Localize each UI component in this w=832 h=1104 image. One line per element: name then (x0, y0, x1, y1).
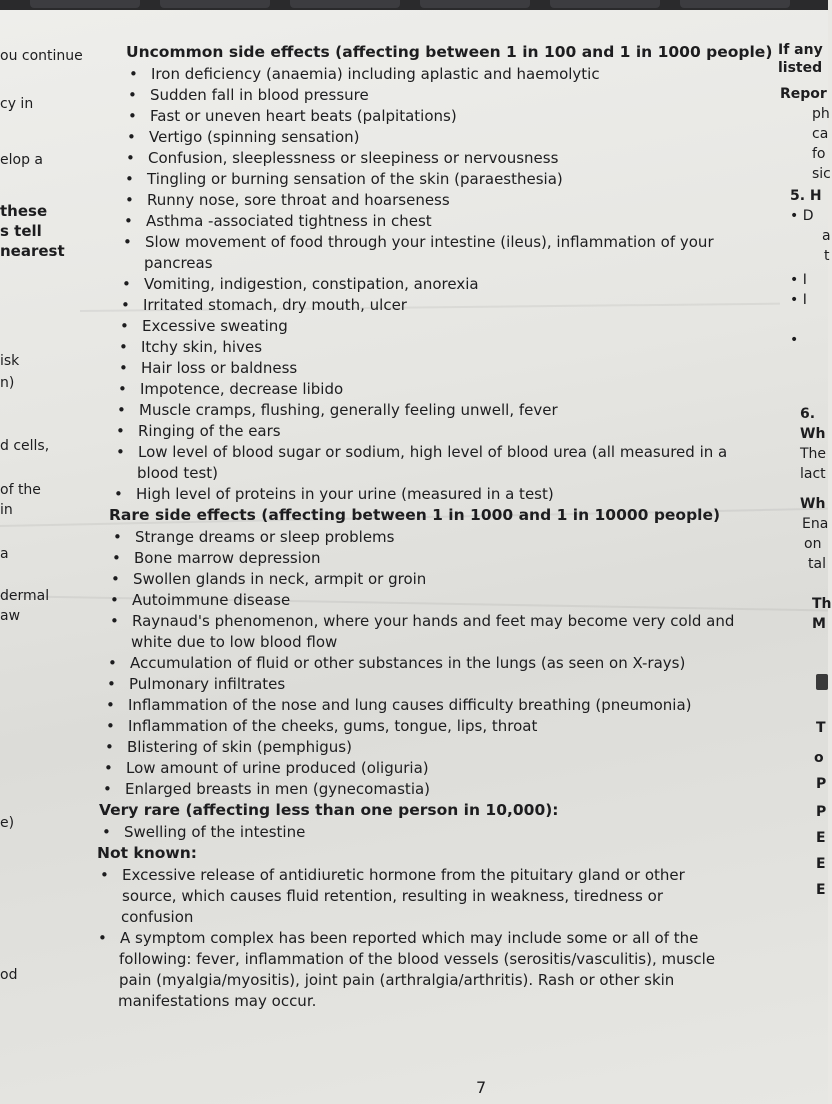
bullet-icon: • (129, 65, 138, 83)
right-fragment: P (816, 804, 827, 820)
rare-heading: Rare side effects (affecting between 1 in 1000 and 1 in 10000 people) (109, 506, 721, 524)
list-item-text: Impotence, decrease libido (140, 380, 344, 398)
right-fragment: Th (812, 596, 832, 612)
right-fragment: Wh (800, 496, 826, 512)
right-fragment: 5. H (790, 188, 822, 204)
list-item (103, 779, 431, 799)
right-fragment: • D (790, 208, 814, 224)
bullet-icon: • (106, 717, 115, 735)
bullet-icon: • (118, 380, 127, 398)
bullet-icon: • (105, 738, 114, 756)
left-fragment: isk (0, 353, 20, 369)
bullet-icon: • (108, 654, 117, 672)
list-item-text: Asthma -associated tightness in chest (146, 212, 432, 230)
uncommon-heading: Uncommon side effects (affecting between 1 in 100 and 1 in 1000 people) (126, 43, 773, 61)
bullet-icon: • (123, 233, 132, 251)
bullet-icon: • (110, 591, 119, 609)
left-fragment: elop a (0, 152, 43, 168)
list-item-text: Itchy skin, hives (141, 338, 263, 356)
bullet-icon: • (117, 401, 126, 419)
list-item (125, 169, 563, 189)
list-item-text: Swollen glands in neck, armpit or groin (133, 570, 427, 588)
list-item (110, 590, 291, 610)
list-item (108, 653, 686, 673)
list-item (105, 737, 352, 757)
list-item-text: Bone marrow depression (134, 549, 321, 567)
list-item-text: Excessive sweating (142, 317, 288, 335)
list-item (128, 106, 457, 126)
right-fragment: ca (812, 126, 829, 142)
list-item-continuation: white due to low blood flow (131, 633, 338, 651)
right-fragment: The (800, 446, 827, 462)
list-item-continuation: manifestations may occur. (118, 992, 317, 1010)
bullet-icon: • (128, 86, 137, 104)
not-known-heading: Not known: (97, 844, 197, 862)
list-item-continuation: blood test) (137, 464, 218, 482)
left-fragment: a (0, 546, 9, 562)
list-item (120, 316, 288, 336)
bullet-icon: • (107, 675, 116, 693)
right-fragment: fo (812, 146, 826, 162)
list-item (126, 148, 559, 168)
left-fragment: these (0, 202, 48, 220)
list-item (100, 865, 685, 885)
bullet-icon: • (124, 212, 133, 230)
right-fragment: o (814, 750, 824, 766)
list-item-text: Ringing of the ears (138, 422, 281, 440)
bullet-icon: • (125, 191, 134, 209)
bullet-icon: • (100, 866, 109, 884)
bullet-icon: • (126, 149, 135, 167)
list-item (122, 274, 479, 294)
right-fragment: sic (812, 166, 831, 182)
list-item-text: Inflammation of the nose and lung causes difficulty breathing (pneumonia) (128, 696, 692, 714)
left-fragment: nearest (0, 242, 65, 260)
list-item (124, 211, 432, 231)
list-item-text: Fast or uneven heart beats (palpitations) (150, 107, 457, 125)
list-item (123, 232, 714, 252)
left-fragment: cy in (0, 96, 34, 112)
right-column-fragments (778, 10, 832, 1104)
right-fragment: Repor (780, 86, 827, 102)
list-item-text: Low level of blood sugar or sodium, high level of blood urea (all measured in a (138, 443, 728, 461)
right-fragment: t (824, 248, 830, 264)
list-item-text: Hair loss or baldness (141, 359, 298, 377)
right-fragment: E (816, 856, 826, 872)
right-fragment: a (822, 228, 831, 244)
left-fragment: aw (0, 608, 21, 624)
page-number: 7 (476, 1078, 487, 1097)
list-item-text: Autoimmune disease (132, 591, 291, 609)
list-item (107, 674, 286, 694)
bullet-icon: • (112, 549, 121, 567)
bullet-icon: • (110, 612, 119, 630)
left-fragment: dermal (0, 588, 50, 604)
list-item (104, 758, 429, 778)
right-fragment: listed (778, 60, 823, 76)
right-fragment: • I (790, 272, 807, 288)
right-fragment: P (816, 776, 827, 792)
bullet-icon: • (120, 317, 129, 335)
bullet-icon: • (111, 570, 120, 588)
list-item-text: Vomiting, indigestion, constipation, anorexia (144, 275, 479, 293)
list-item (112, 548, 321, 568)
list-item-text: A symptom complex has been reported which may include some or all of the (120, 929, 699, 947)
list-item-continuation: source, which causes fluid retention, resulting in weakness, tiredness or (122, 887, 663, 905)
bullet-icon: • (125, 170, 134, 188)
bullet-icon: • (98, 929, 107, 947)
key-shape (550, 0, 660, 8)
list-item (117, 400, 558, 420)
bullet-icon: • (116, 443, 125, 461)
list-item (110, 611, 735, 631)
list-item (116, 421, 281, 441)
list-item-text: Vertigo (spinning sensation) (149, 128, 360, 146)
key-shape (30, 0, 140, 8)
list-item (121, 295, 407, 315)
bullet-icon: • (103, 780, 112, 798)
list-item (113, 527, 395, 547)
right-fragment: tal (808, 556, 826, 572)
list-item-text: Sudden fall in blood pressure (150, 86, 369, 104)
list-item-text: Irritated stomach, dry mouth, ulcer (143, 296, 407, 314)
bullet-icon: • (122, 275, 131, 293)
key-shape (420, 0, 530, 8)
right-fragment: • I (790, 292, 807, 308)
bullet-icon: • (114, 485, 123, 503)
key-shape (290, 0, 400, 8)
right-fragment: E (816, 830, 826, 846)
left-fragment: e) (0, 815, 15, 831)
list-item-text: Accumulation of fluid or other substances in the lungs (as seen on X-rays) (130, 654, 686, 672)
list-item (114, 484, 554, 504)
right-fragment: E (816, 882, 826, 898)
list-item-continuation: pancreas (144, 254, 213, 272)
left-fragment: n) (0, 375, 15, 391)
list-item-text: Enlarged breasts in men (gynecomastia) (125, 780, 431, 798)
right-fragment: • (790, 332, 799, 348)
list-item-text: Blistering of skin (pemphigus) (127, 738, 352, 756)
very-rare-heading: Very rare (affecting less than one person in 10,000): (99, 801, 559, 819)
right-fragment: T (816, 720, 826, 736)
right-fragment: Wh (800, 426, 826, 442)
list-item-continuation: confusion (121, 908, 194, 926)
list-item-text: Confusion, sleeplessness or sleepiness or nervousness (148, 149, 559, 167)
left-fragment: d cells, (0, 438, 50, 454)
list-item-text: Slow movement of food through your intestine (ileus), inflammation of your (145, 233, 714, 251)
right-fragment: ph (812, 106, 830, 122)
list-item-text: Pulmonary infiltrates (129, 675, 286, 693)
side-effects-list (0, 10, 828, 1104)
leaflet-page (0, 10, 832, 1104)
list-item (102, 822, 306, 842)
bullet-icon: • (119, 359, 128, 377)
bullet-icon: • (102, 823, 111, 841)
bullet-icon: • (113, 528, 122, 546)
list-item-continuation: following: fever, inflammation of the blood vessels (serositis/vasculitis), muscle (119, 950, 716, 968)
list-item-text: High level of proteins in your urine (measured in a test) (136, 485, 554, 503)
list-item (119, 337, 263, 357)
bullet-icon: • (116, 422, 125, 440)
bullet-icon: • (119, 338, 128, 356)
list-item (116, 442, 728, 462)
list-item (111, 569, 427, 589)
bullet-icon: • (106, 696, 115, 714)
list-item (125, 190, 450, 210)
right-fragment: 6. (800, 406, 816, 422)
left-fragment: s tell (0, 222, 42, 240)
right-fragment: Ena (802, 516, 829, 532)
list-item (106, 716, 538, 736)
list-item-text: Muscle cramps, flushing, generally feeling unwell, fever (139, 401, 558, 419)
bullet-icon: • (128, 107, 137, 125)
list-item (118, 379, 344, 399)
list-item-text: Inflammation of the cheeks, gums, tongue, lips, throat (128, 717, 538, 735)
bullet-icon: • (104, 759, 113, 777)
key-shape (160, 0, 270, 8)
list-item-text: Iron deficiency (anaemia) including aplastic and haemolytic (151, 65, 600, 83)
left-fragment: ou continue (0, 48, 83, 64)
list-item-text: Low amount of urine produced (oliguria) (126, 759, 429, 777)
list-item-text: Excessive release of antidiuretic hormone from the pituitary gland or other (122, 866, 685, 884)
bullet-icon: • (127, 128, 136, 146)
list-item-text: Tingling or burning sensation of the skin (paraesthesia) (147, 170, 563, 188)
key-shape (680, 0, 790, 8)
left-fragment: od (0, 967, 18, 983)
list-item (128, 85, 369, 105)
list-item-text: Raynaud's phenomenon, where your hands and feet may become very cold and (132, 612, 735, 630)
list-item (119, 358, 298, 378)
right-fragment: lact (800, 466, 826, 482)
left-fragment: of the (0, 482, 41, 498)
list-item-text: Strange dreams or sleep problems (135, 528, 395, 546)
bullet-icon: • (121, 296, 130, 314)
list-item-text: Swelling of the intestine (124, 823, 306, 841)
right-fragment: M (812, 616, 826, 632)
left-fragment: in (0, 502, 13, 518)
right-fragment: on (804, 536, 822, 552)
black-square-marker (816, 674, 828, 690)
list-item (98, 928, 699, 948)
list-item-continuation: pain (myalgia/myositis), joint pain (arthralgia/arthritis). Rash or other skin (119, 971, 675, 989)
list-item (127, 127, 360, 147)
list-item (129, 64, 600, 84)
list-item (106, 695, 692, 715)
list-item-text: Runny nose, sore throat and hoarseness (147, 191, 450, 209)
right-fragment: If any (778, 42, 823, 58)
